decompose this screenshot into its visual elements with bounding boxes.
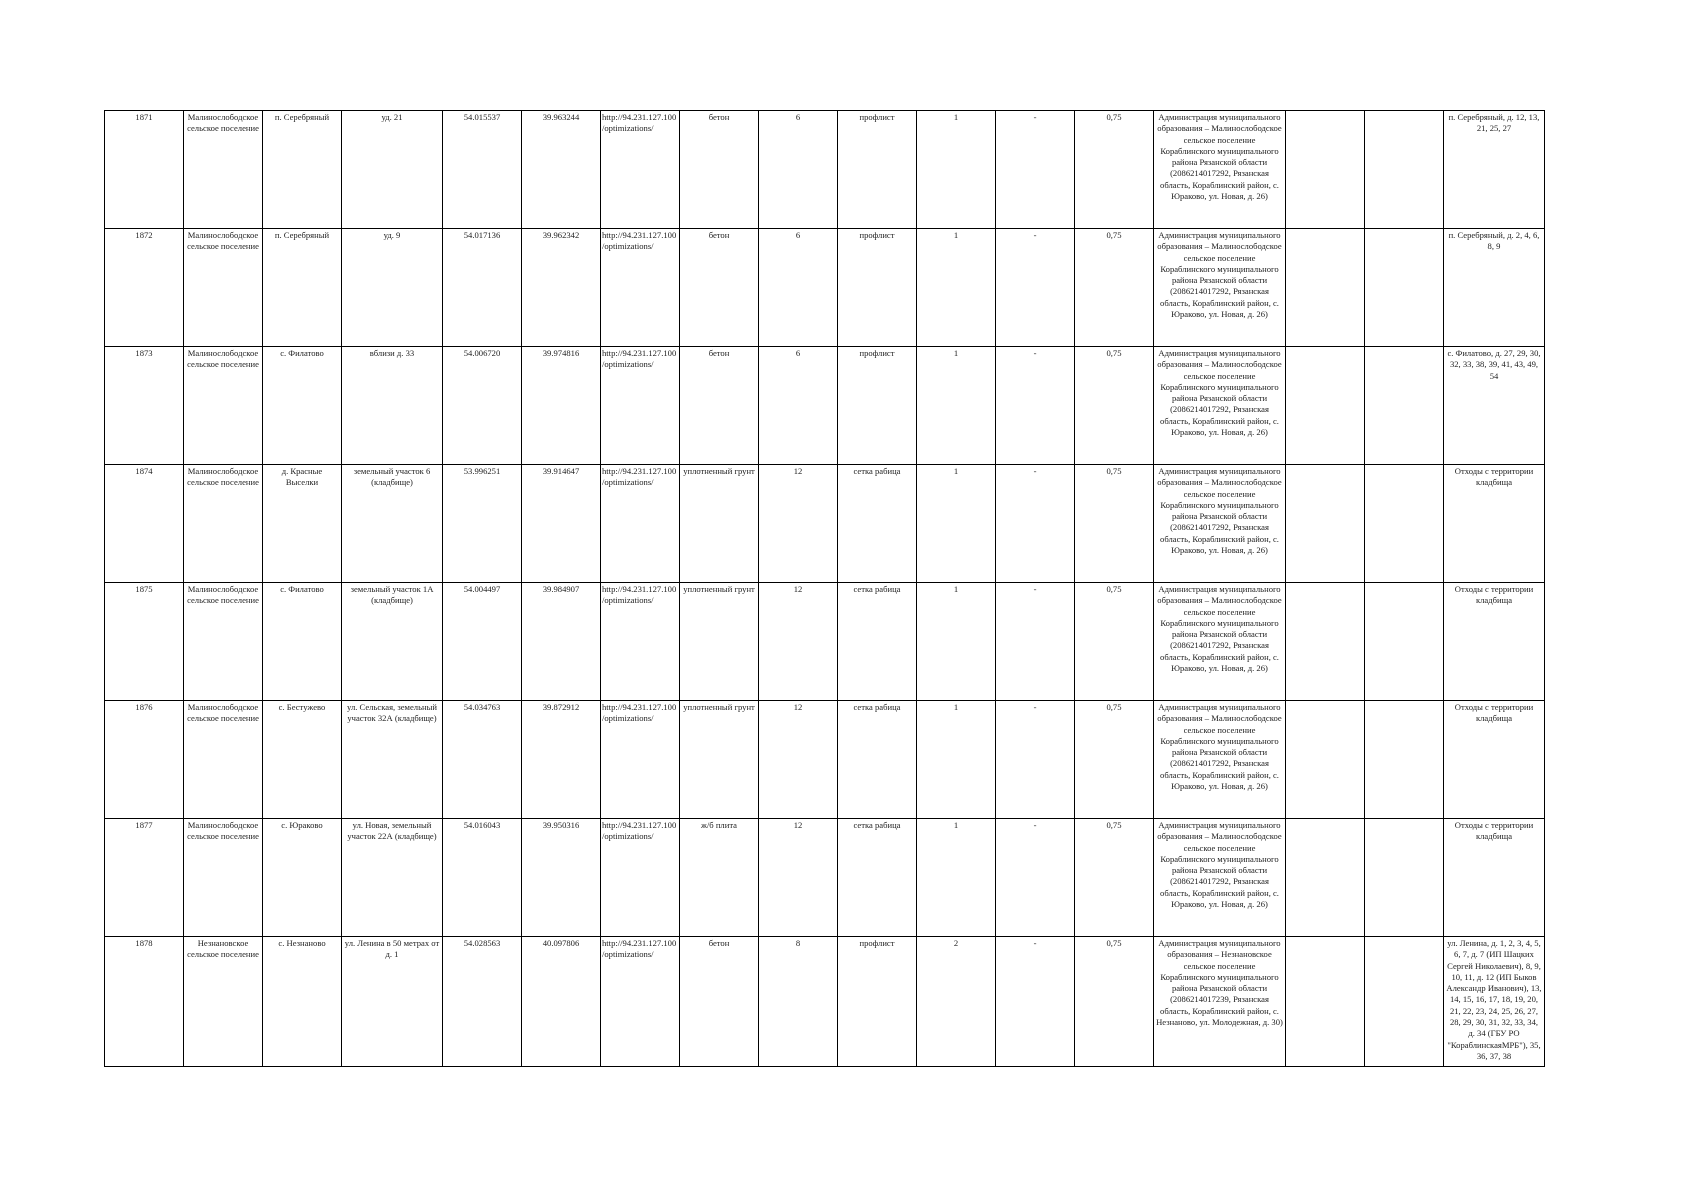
empty-cell (1365, 937, 1444, 1067)
empty-cell (1286, 819, 1365, 937)
container-count-cell: 1 (917, 347, 996, 465)
surface-type-cell: бетон (680, 111, 759, 229)
container-volume-cell: 0,75 (1075, 229, 1154, 347)
latitude-cell: 54.016043 (443, 819, 522, 937)
table-row (105, 701, 1545, 819)
table-row (105, 465, 1545, 583)
registry-table (104, 110, 1545, 1067)
area-cell: 12 (759, 465, 838, 583)
latitude-cell: 53.996251 (443, 465, 522, 583)
planned-containers-cell: - (996, 347, 1075, 465)
table-row (105, 819, 1545, 937)
owner-cell: Администрация муниципального образования – Малинослободское сельское поселение Кораблинского муниципального района Рязанской области (2086214017292, Рязанская область, Кораблинский район, с. Юраково, ул. Новая, д. 26) (1154, 347, 1286, 465)
locality-cell: с. Бестужево (263, 701, 342, 819)
empty-cell (1365, 347, 1444, 465)
longitude-cell: 40.097806 (522, 937, 601, 1067)
longitude-cell: 39.963244 (522, 111, 601, 229)
longitude-cell: 39.950316 (522, 819, 601, 937)
fence-material-cell: сетка рабица (838, 701, 917, 819)
fence-material-cell: профлист (838, 937, 917, 1067)
latitude-cell: 54.028563 (443, 937, 522, 1067)
container-volume-cell: 0,75 (1075, 347, 1154, 465)
empty-cell (1365, 819, 1444, 937)
fence-material-cell: профлист (838, 111, 917, 229)
container-volume-cell: 0,75 (1075, 111, 1154, 229)
locality-cell: п. Серебряный (263, 111, 342, 229)
address-cell: уд. 21 (342, 111, 443, 229)
longitude-cell: 39.984907 (522, 583, 601, 701)
owner-cell: Администрация муниципального образования – Малинослободское сельское поселение Кораблинского муниципального района Рязанской области (2086214017292, Рязанская область, Кораблинский район, с. Юраково, ул. Новая, д. 26) (1154, 701, 1286, 819)
settlement-cell: Малинослободское сельское поселение (184, 229, 263, 347)
table-row (105, 583, 1545, 701)
empty-cell (1286, 937, 1365, 1067)
waste-sources-cell: п. Серебряный, д. 12, 13, 21, 25, 27 (1444, 111, 1545, 229)
owner-cell: Администрация муниципального образования – Малинослободское сельское поселение Кораблинского муниципального района Рязанской области (2086214017292, Рязанская область, Кораблинский район, с. Юраково, ул. Новая, д. 26) (1154, 819, 1286, 937)
area-cell: 6 (759, 347, 838, 465)
area-cell: 6 (759, 229, 838, 347)
owner-cell: Администрация муниципального образования – Незнановское сельское поселение Кораблинского муниципального района Рязанской области (2086214017239, Рязанская область, Кораблинский район, с. Незнаново, ул. Молодежная, д. 30) (1154, 937, 1286, 1067)
empty-cell (1365, 701, 1444, 819)
surface-type-cell: ж/б плита (680, 819, 759, 937)
container-volume-cell: 0,75 (1075, 583, 1154, 701)
empty-cell (1286, 229, 1365, 347)
area-cell: 12 (759, 701, 838, 819)
map-link-cell[interactable]: http://94.231.127.100/optimizations/ (601, 819, 680, 937)
fence-material-cell: сетка рабица (838, 583, 917, 701)
row-number-cell: 1872 (105, 229, 184, 347)
locality-cell: с. Юраково (263, 819, 342, 937)
planned-containers-cell: - (996, 819, 1075, 937)
waste-sources-cell: Отходы с территории кладбища (1444, 583, 1545, 701)
row-number-cell: 1874 (105, 465, 184, 583)
waste-sources-cell: п. Серебряный, д. 2, 4, 6, 8, 9 (1444, 229, 1545, 347)
owner-cell: Администрация муниципального образования – Малинослободское сельское поселение Кораблинского муниципального района Рязанской области (2086214017292, Рязанская область, Кораблинский район, с. Юраково, ул. Новая, д. 26) (1154, 111, 1286, 229)
map-link-cell[interactable]: http://94.231.127.100/optimizations/ (601, 583, 680, 701)
map-link-cell[interactable]: http://94.231.127.100/optimizations/ (601, 937, 680, 1067)
area-cell: 6 (759, 111, 838, 229)
empty-cell (1286, 111, 1365, 229)
fence-material-cell: профлист (838, 347, 917, 465)
row-number-cell: 1871 (105, 111, 184, 229)
settlement-cell: Малинослободское сельское поселение (184, 465, 263, 583)
container-volume-cell: 0,75 (1075, 701, 1154, 819)
longitude-cell: 39.962342 (522, 229, 601, 347)
area-cell: 8 (759, 937, 838, 1067)
table-body (105, 111, 1545, 1067)
empty-cell (1365, 111, 1444, 229)
fence-material-cell: профлист (838, 229, 917, 347)
container-count-cell: 1 (917, 701, 996, 819)
row-number-cell: 1875 (105, 583, 184, 701)
latitude-cell: 54.004497 (443, 583, 522, 701)
empty-cell (1365, 465, 1444, 583)
table-row (105, 347, 1545, 465)
surface-type-cell: бетон (680, 347, 759, 465)
locality-cell: с. Филатово (263, 583, 342, 701)
address-cell: земельный участок 6 (кладбище) (342, 465, 443, 583)
latitude-cell: 54.015537 (443, 111, 522, 229)
waste-sources-cell: Отходы с территории кладбища (1444, 819, 1545, 937)
surface-type-cell: бетон (680, 937, 759, 1067)
settlement-cell: Малинослободское сельское поселение (184, 701, 263, 819)
owner-cell: Администрация муниципального образования – Малинослободское сельское поселение Кораблинского муниципального района Рязанской области (2086214017292, Рязанская область, Кораблинский район, с. Юраково, ул. Новая, д. 26) (1154, 583, 1286, 701)
table-row (105, 937, 1545, 1067)
longitude-cell: 39.914647 (522, 465, 601, 583)
container-count-cell: 1 (917, 465, 996, 583)
locality-cell: с. Филатово (263, 347, 342, 465)
owner-cell: Администрация муниципального образования – Малинослободское сельское поселение Кораблинского муниципального района Рязанской области (2086214017292, Рязанская область, Кораблинский район, с. Юраково, ул. Новая, д. 26) (1154, 465, 1286, 583)
locality-cell: с. Незнаново (263, 937, 342, 1067)
map-link-cell[interactable]: http://94.231.127.100/optimizations/ (601, 111, 680, 229)
empty-cell (1286, 465, 1365, 583)
container-count-cell: 1 (917, 583, 996, 701)
waste-sources-cell: с. Филатово, д. 27, 29, 30, 32, 33, 38, 39, 41, 43, 49, 54 (1444, 347, 1545, 465)
planned-containers-cell: - (996, 937, 1075, 1067)
row-number-cell: 1876 (105, 701, 184, 819)
row-number-cell: 1873 (105, 347, 184, 465)
surface-type-cell: бетон (680, 229, 759, 347)
empty-cell (1286, 583, 1365, 701)
address-cell: ул. Новая, земельный участок 22А (кладбище) (342, 819, 443, 937)
planned-containers-cell: - (996, 465, 1075, 583)
surface-type-cell: уплотненный грунт (680, 701, 759, 819)
settlement-cell: Малинослободское сельское поселение (184, 347, 263, 465)
row-number-cell: 1878 (105, 937, 184, 1067)
container-count-cell: 2 (917, 937, 996, 1067)
empty-cell (1286, 701, 1365, 819)
planned-containers-cell: - (996, 701, 1075, 819)
address-cell: земельный участок 1А (кладбище) (342, 583, 443, 701)
latitude-cell: 54.006720 (443, 347, 522, 465)
address-cell: ул. Ленина в 50 метрах от д. 1 (342, 937, 443, 1067)
table-row (105, 111, 1545, 229)
planned-containers-cell: - (996, 111, 1075, 229)
container-volume-cell: 0,75 (1075, 937, 1154, 1067)
area-cell: 12 (759, 583, 838, 701)
settlement-cell: Незнановское сельское поселение (184, 937, 263, 1067)
container-volume-cell: 0,75 (1075, 465, 1154, 583)
map-link-cell[interactable]: http://94.231.127.100/optimizations/ (601, 465, 680, 583)
address-cell: вблизи д. 33 (342, 347, 443, 465)
waste-sources-cell: Отходы с территории кладбища (1444, 465, 1545, 583)
empty-cell (1286, 347, 1365, 465)
container-count-cell: 1 (917, 819, 996, 937)
map-link-cell[interactable]: http://94.231.127.100/optimizations/ (601, 229, 680, 347)
container-volume-cell: 0,75 (1075, 819, 1154, 937)
longitude-cell: 39.974816 (522, 347, 601, 465)
fence-material-cell: сетка рабица (838, 465, 917, 583)
waste-sources-cell: ул. Ленина, д. 1, 2, 3, 4, 5, 6, 7, д. 7 (ИП Шацких Сергей Николаевич), 8, 9, 10, 11, д. 12 (ИП Быков Александр Иванович), 13, 14, 15, 16, 17, 18, 19, 20, 21, 22, 23, 24, 25, 26, 27, 28, 29, 30, 31, 32, 33, 34, д. 34 (ГБУ РО "КораблинскаяМРБ"), 35, 36, 37, 38 (1444, 937, 1545, 1067)
surface-type-cell: уплотненный грунт (680, 583, 759, 701)
settlement-cell: Малинослободское сельское поселение (184, 111, 263, 229)
address-cell: ул. Сельская, земельный участок 32А (кладбище) (342, 701, 443, 819)
planned-containers-cell: - (996, 583, 1075, 701)
area-cell: 12 (759, 819, 838, 937)
surface-type-cell: уплотненный грунт (680, 465, 759, 583)
latitude-cell: 54.017136 (443, 229, 522, 347)
longitude-cell: 39.872912 (522, 701, 601, 819)
empty-cell (1365, 229, 1444, 347)
address-cell: уд. 9 (342, 229, 443, 347)
planned-containers-cell: - (996, 229, 1075, 347)
table-row (105, 229, 1545, 347)
settlement-cell: Малинослободское сельское поселение (184, 819, 263, 937)
locality-cell: д. Красные Выселки (263, 465, 342, 583)
locality-cell: п. Серебряный (263, 229, 342, 347)
fence-material-cell: сетка рабица (838, 819, 917, 937)
container-count-cell: 1 (917, 229, 996, 347)
empty-cell (1365, 583, 1444, 701)
row-number-cell: 1877 (105, 819, 184, 937)
settlement-cell: Малинослободское сельское поселение (184, 583, 263, 701)
map-link-cell[interactable]: http://94.231.127.100/optimizations/ (601, 347, 680, 465)
latitude-cell: 54.034763 (443, 701, 522, 819)
owner-cell: Администрация муниципального образования – Малинослободское сельское поселение Кораблинского муниципального района Рязанской области (2086214017292, Рязанская область, Кораблинский район, с. Юраково, ул. Новая, д. 26) (1154, 229, 1286, 347)
container-count-cell: 1 (917, 111, 996, 229)
map-link-cell[interactable]: http://94.231.127.100/optimizations/ (601, 701, 680, 819)
waste-sources-cell: Отходы с территории кладбища (1444, 701, 1545, 819)
